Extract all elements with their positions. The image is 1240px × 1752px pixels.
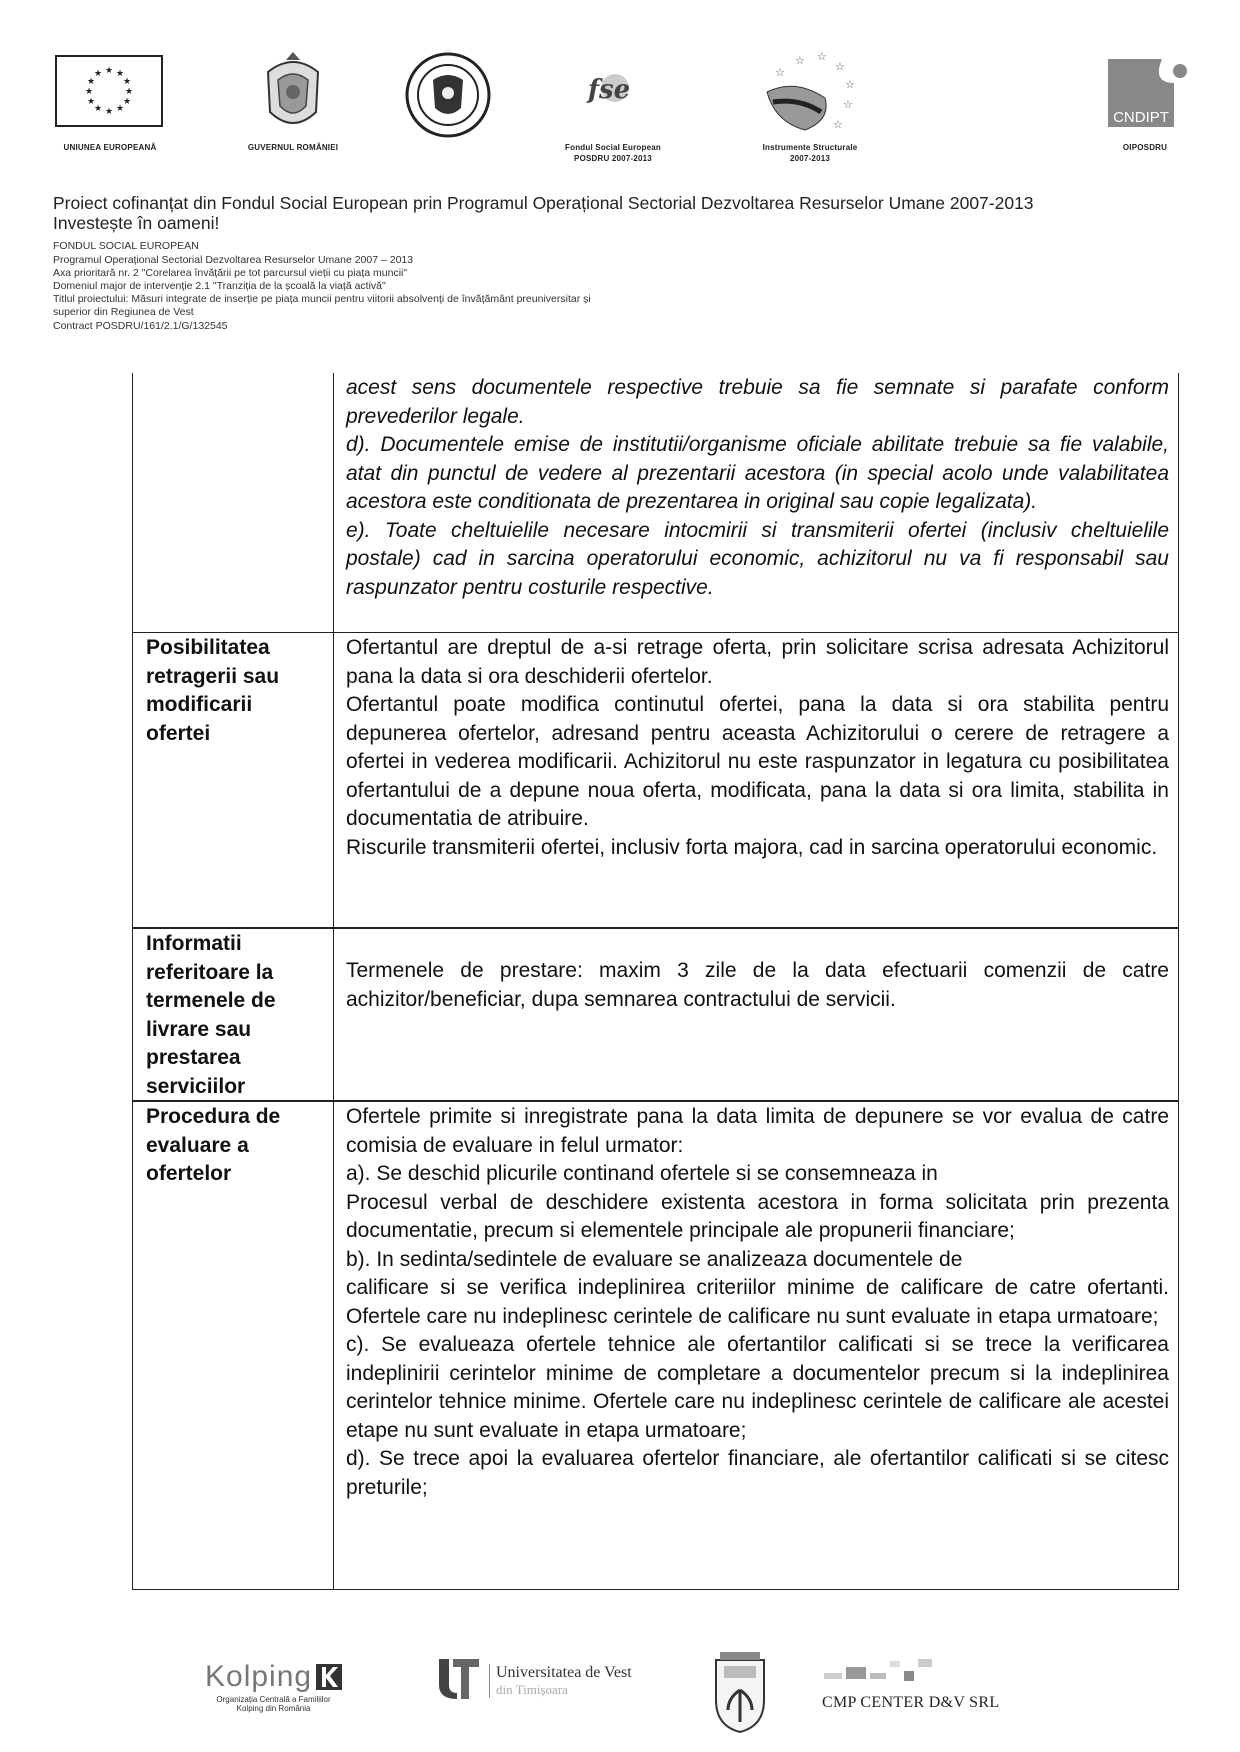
fse-caption: Fondul Social European (565, 143, 661, 152)
table-row-continued-content (346, 374, 1169, 602)
cndipt-logo-icon (1100, 55, 1190, 135)
table-column-divider (333, 373, 334, 1589)
table-border-bottom (132, 1589, 1179, 1590)
paragraph: d). Se trece apoi la evaluarea ofertelor financiare, ale ofertantilor calificati si se citesc preturile; (346, 1447, 1169, 1499)
paragraph: Procesul verbal de deschidere existenta acestora in forma solicitata prin prezenta documentatie, precum si elementele principale ale propunerii financiare; (346, 1190, 1169, 1242)
row-label-withdrawal: Posibilitatea retragerii sau modificarii ofertei (146, 636, 280, 745)
svg-text:☆: ☆ (833, 118, 843, 131)
paragraph: d). Documentele emise de institutii/organisme oficiale abilitate trebuie sa fie valabile, atat din punctul de vedere al prezentarii acestora (in special acolo unde valabilitatea acestora este conditionata de prezentarea in original sau copie legalizata). (346, 433, 1169, 513)
info-line: Programul Operațional Sectorial Dezvoltarea Resurselor Umane 2007 – 2013 (53, 254, 414, 266)
paragraph: Ofertele primite si inregistrate pana la data limita de depunere se vor evalua de catre comisia de evaluare in felul urmator: (346, 1105, 1169, 1157)
uvt-logo (435, 1655, 632, 1706)
svg-text:☆: ☆ (843, 98, 853, 111)
paragraph: Ofertantul are dreptul de a-si retrage oferta, prin solicitare scrisa adresata Achizitorul pana la data si ora deschiderii ofertelor. (346, 636, 1169, 688)
ministry-seal-icon (403, 50, 493, 140)
kolping-subtitle: Organizația Centrală a Familiilor (216, 1695, 331, 1704)
row-content-evaluation-procedure (346, 1103, 1169, 1502)
kolping-subtitle-2: Kolping din România (236, 1704, 311, 1713)
svg-text:☆: ☆ (775, 66, 785, 79)
kolping-logo (205, 1660, 342, 1713)
fse-period: POSDRU 2007-2013 (574, 154, 652, 163)
fse-logo-icon (575, 62, 645, 112)
row-content-withdrawal (346, 634, 1169, 862)
is-caption: Instrumente Structurale (762, 143, 858, 152)
svg-text:☆: ☆ (817, 50, 827, 63)
paragraph: b). In sedinta/sedintele de evaluare se analizeaza documentele de (346, 1247, 963, 1271)
svg-text:★: ★ (115, 104, 125, 114)
row-label-evaluation-procedure: Procedura de evaluare a ofertelor (146, 1105, 281, 1185)
svg-text:★: ★ (124, 87, 134, 97)
paragraph: e). Toate cheltuielile necesare intocmirii si transmiterii ofertei (inclusiv cheltuielile postale) cad in sarcina operatorului economic, achizitorul nu va fi responsabil sau raspunzator pentru costurile respective. (346, 518, 1169, 599)
paragraph: Ofertantul poate modifica continutul ofertei, pana la data si ora stabilita pentru depunerea ofertelor, adresand pentru aceasta Achizitorului o cerere de retragere a ofertei in vederea modificarii. Achizitorul nu este raspunzator in legatura cu posibilitatea ofertantului de a depune noua oferta, modificata, pana la data si ora limita, stabilita in documentatia de atribuire. (346, 693, 1169, 830)
svg-text:★: ★ (93, 69, 103, 79)
cndipt-caption: OIPOSDRU (1122, 143, 1168, 152)
row-separator (132, 632, 1179, 633)
uvt-logo-icon (435, 1655, 483, 1706)
svg-text:★: ★ (115, 69, 125, 79)
gov-caption: GUVERNUL ROMÂNIEI (247, 143, 339, 152)
svg-text:fse: fse (587, 75, 631, 105)
info-line: Titlul proiectului: Măsuri integrate de inserție pe piața muncii pentru viitorii absolvenți de învățământ preuniversitar și (53, 293, 591, 305)
paragraph: acest sens documentele respective trebuie sa fie semnate si parafate conform prevederilor legale. (346, 376, 1169, 428)
svg-text:★: ★ (122, 97, 132, 107)
cmp-name: CMP CENTER D&V SRL (822, 1694, 1000, 1711)
cndipt-logo-text: CNDIPT (1113, 109, 1169, 126)
table-border-left (132, 373, 133, 1589)
svg-text:★: ★ (104, 107, 114, 117)
paragraph: a). Se deschid plicurile continand ofertele si se consemneaza in (346, 1162, 938, 1185)
structural-instruments-logo-icon (755, 50, 865, 145)
svg-text:★: ★ (104, 66, 114, 76)
info-line: Contract POSDRU/161/2.1/G/132545 (53, 320, 228, 332)
project-cofinance-line: Proiect cofinanțat din Fondul Social European prin Programul Operațional Sectorial Dezvoltarea Resurselor Umane 2007-2013 (53, 193, 1034, 213)
row-separator (132, 927, 1179, 929)
info-line: Axa prioritară nr. 2 "Corelarea învățării pe tot parcursul vieții cu piața muncii" (53, 267, 408, 279)
info-line: FONDUL SOCIAL EUROPEAN (53, 240, 199, 252)
info-line: superior din Regiunea de Vest (53, 306, 194, 318)
table-border-right (1178, 373, 1179, 1589)
svg-text:★: ★ (84, 87, 94, 97)
kolping-k-icon (316, 1664, 342, 1690)
svg-text:★: ★ (93, 104, 103, 114)
svg-text:★: ★ (122, 77, 132, 87)
svg-text:☆: ☆ (835, 60, 845, 73)
cmp-blocks-icon (822, 1657, 972, 1687)
svg-text:★: ★ (86, 97, 96, 107)
svg-text:☆: ☆ (845, 78, 855, 91)
paragraph: Termenele de prestare: maxim 3 zile de la data efectuarii comenzii de catre achizitor/beneficiar, dupa semnarea contractului de servicii. (346, 959, 1169, 1011)
uvt-city: din Timișoara (496, 1681, 568, 1697)
svg-text:☆: ☆ (795, 54, 805, 67)
school-crest-icon (710, 1650, 770, 1735)
paragraph: calificare si se verifica indeplinirea criteriilor minime de calificare de catre ofertanti. Ofertele care nu indeplinesc cerintele de calificare nu sunt evaluate in etapa urmatoare; (346, 1276, 1169, 1328)
paragraph: c). Se evalueaza ofertele tehnice ale ofertantilor calificati si se trece la verificarea indeplinirii cerintelor minime de completare a documentelor precum si la indeplinirea cerintelor tehnice minime. Ofertele care nu indeplinesc cerintele de calificare ale acestei etape nu sunt evaluate in etapa urmatoare; (346, 1333, 1169, 1442)
paragraph: Riscurile transmiterii ofertei, inclusiv forta majora, cad in sarcina operatorului economic. (346, 835, 1158, 859)
kolping-name: Kolping (205, 1660, 313, 1693)
uvt-name: Universitatea de Vest (496, 1663, 632, 1681)
row-label-delivery-terms: Informatii referitoare la termenele de livrare sau prestarea serviciilor (146, 932, 276, 1098)
svg-text:★: ★ (86, 77, 96, 87)
motto: Investește în oameni! (53, 213, 220, 233)
info-line: Domeniul major de intervenție 2.1 "Tranziția de la școală la viață activă" (53, 280, 386, 292)
row-content-delivery-terms (346, 957, 1169, 1014)
cmp-center-logo (822, 1657, 999, 1712)
eu-flag-icon (55, 55, 163, 127)
is-period: 2007-2013 (789, 154, 831, 163)
eu-caption: UNIUNEA EUROPEANĂ (63, 143, 157, 152)
romanian-government-crest-icon (258, 50, 328, 136)
